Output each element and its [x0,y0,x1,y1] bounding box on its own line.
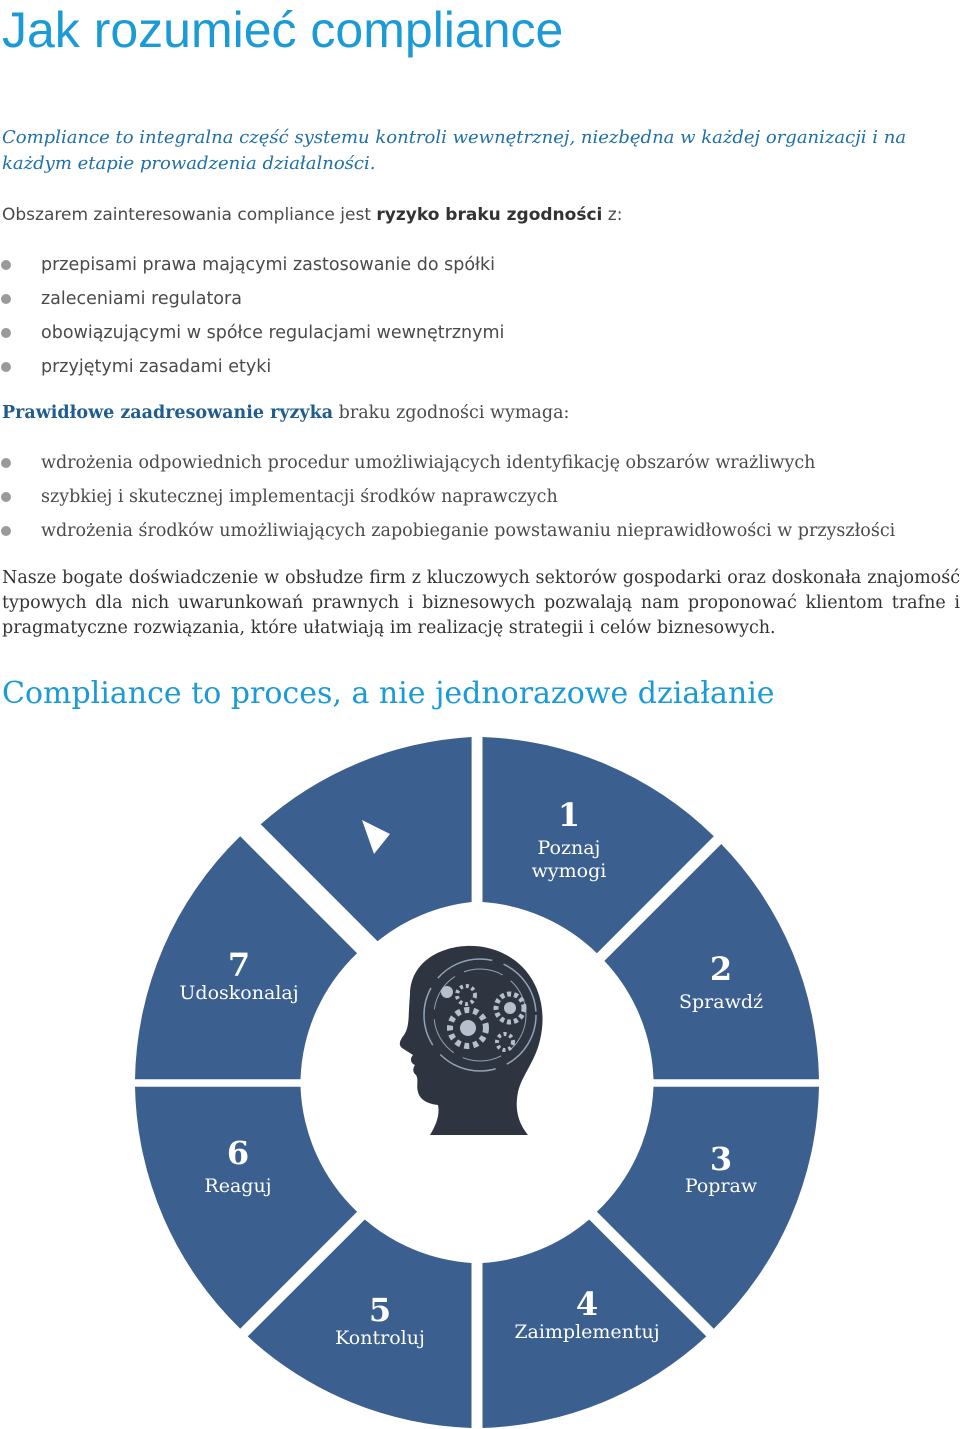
bullet-icon [1,294,11,304]
bullet-icon [1,526,11,536]
step-number: 6 [226,1134,250,1172]
step-label: Poznaj [537,837,601,859]
bullet-icon [1,492,11,502]
bullet-icon [1,458,11,468]
list-item [0,248,504,282]
experience-paragraph: Nasze bogate doświadczenie w obsłudze firm z kluczowych sektorów gospodarki oraz doskonała znajomość typowych dla nich uwarunkowań prawnych i biznesowych pozwalają nam proponować klientom trafne i pragmatyczne rozwiązania, które ułatwiają im realizację strategii i celów biznesowych. [2,568,960,638]
step-number: 1 [557,796,581,834]
scope-lead-prefix: Obszarem zainteresowania compliance jest [2,205,377,225]
list-item [0,446,895,480]
step-label: Popraw [684,1175,758,1197]
list-item-text: przyjętymi zasadami etyki [41,357,272,377]
step-label: Reaguj [204,1175,272,1197]
bullet-icon [1,362,11,372]
step-label: Udoskonalaj [179,982,299,1004]
step-label: Kontroluj [335,1327,425,1349]
requirements-lead-bold: Prawidłowe zaadresowanie ryzyka [2,403,334,423]
list-item-text: wdrożenia odpowiednich procedur umożliwiających identyfikację obszarów wrażliwych [41,453,816,473]
requirements-list [0,446,895,548]
list-item-text: przepisami prawa mającymi zastosowanie do spółki [41,255,495,275]
list-item-text: szybkiej i skutecznej implementacji środków naprawczych [41,487,558,507]
step-number: 7 [227,946,251,984]
list-item [0,282,504,316]
step-number: 3 [709,1140,733,1178]
scope-lead-suffix: z: [602,205,623,225]
process-heading: Compliance to proces, a nie jednorazowe działanie [2,676,775,711]
step-number: 4 [575,1285,599,1323]
scope-lead-bold: ryzyko braku zgodności [376,205,603,225]
intro-text: Compliance to integralna część systemu kontroli wewnętrznej, niezbędna w każdej organizacji i na każdym etapie prowadzenia działalności. [2,127,907,174]
scope-lead [2,202,622,228]
requirements-lead [2,400,569,426]
step-label: Sprawdź [678,991,764,1013]
list-item-text: wdrożenia środków umożliwiających zapobieganie powstawaniu nieprawidłowości w przyszłości [41,521,896,541]
scope-list [0,248,504,384]
step-label: Zaimplementuj [514,1321,660,1343]
list-item-text: zaleceniami regulatora [41,289,242,309]
list-item [0,480,895,514]
process-wheel [0,730,960,1429]
step-number: 2 [709,950,733,988]
requirements-lead-suffix: braku zgodności wymaga: [333,403,570,423]
list-item [0,514,895,548]
head-with-gears-icon [400,946,543,1135]
bullet-icon [1,328,11,338]
list-item-text: obowiązującymi w spółce regulacjami wewnętrznymi [41,323,505,343]
page-title: Jak rozumieć compliance [2,2,564,58]
list-item [0,350,504,384]
list-item [0,316,504,350]
bullet-icon [1,260,11,270]
step-label: wymogi [531,860,607,882]
step-number: 5 [368,1291,392,1329]
